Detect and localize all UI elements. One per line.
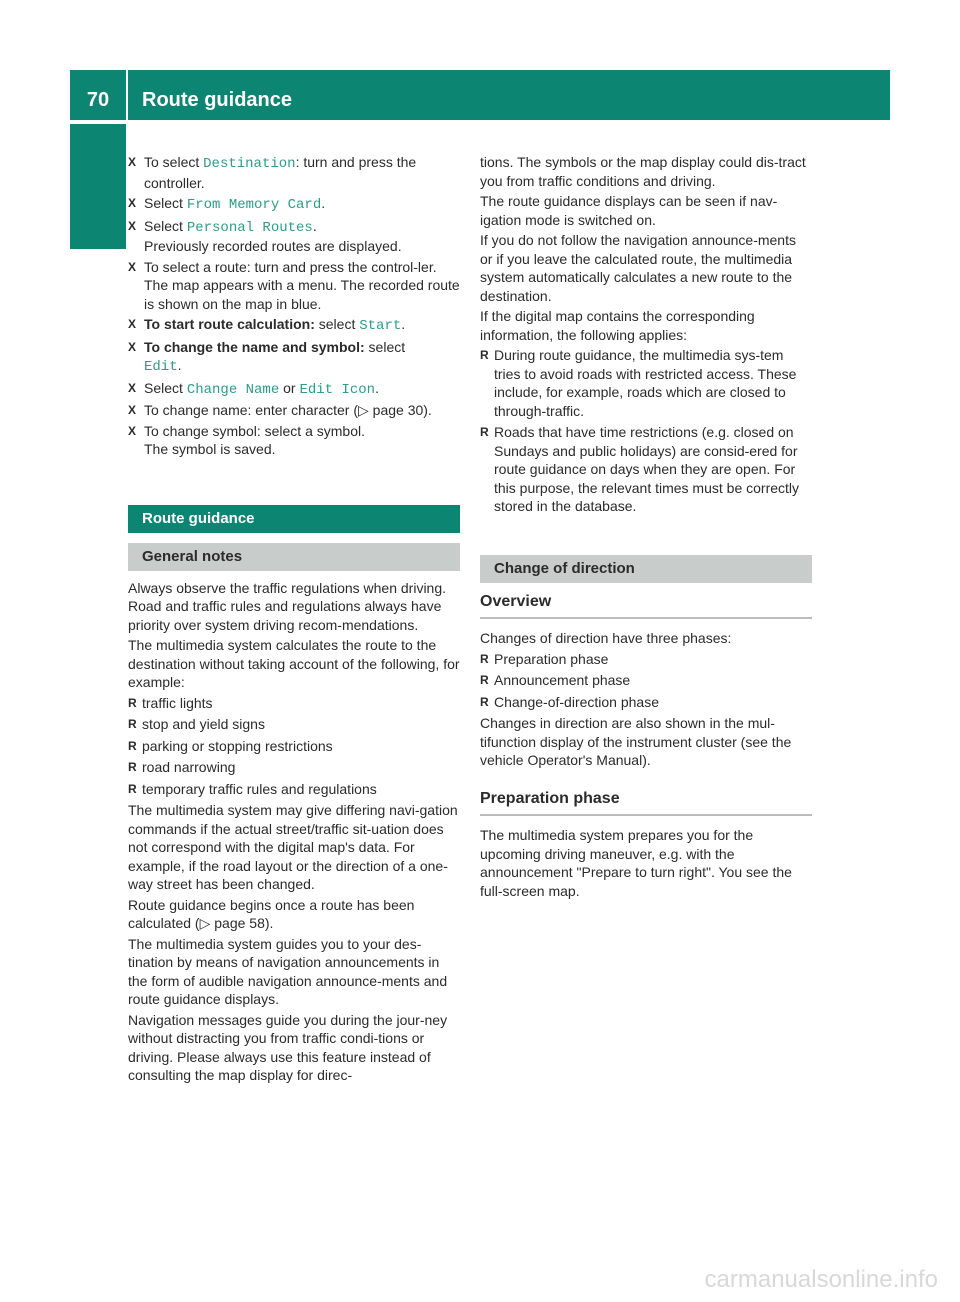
paragraph: Changes in direction are also shown in the mul-tifunction display of the instrument cluster (see the vehicle Operator's Manual). bbox=[480, 715, 792, 768]
menu-item-code: Change Name bbox=[186, 381, 280, 398]
step: X Select From Memory Card. bbox=[128, 195, 326, 213]
step-arrow-icon: X bbox=[128, 403, 137, 417]
header-divider bbox=[126, 70, 128, 120]
menu-item-code: Edit Icon bbox=[299, 381, 376, 398]
list-item: R traffic lights bbox=[128, 694, 213, 711]
step-note: The map appears with a menu. The recorded route is shown on the map in blue. bbox=[144, 277, 460, 312]
bullet-icon: R bbox=[128, 695, 137, 710]
bullet-icon: R bbox=[128, 738, 137, 753]
step: X To change symbol: select a symbol. The symbol is saved. bbox=[128, 422, 460, 459]
bullet-icon: R bbox=[128, 717, 137, 731]
step-note: The symbol is saved. bbox=[144, 441, 276, 457]
subsection-title: General notes bbox=[128, 543, 460, 571]
list-item: R parking or stopping restrictions bbox=[128, 737, 333, 754]
step: X To select Destination: turn and press the controller. bbox=[128, 154, 417, 191]
paragraph: tions. The symbols or the map display could dis-tract you from traffic conditions and driving. bbox=[480, 154, 806, 189]
section-title: Route guidance bbox=[128, 505, 460, 533]
page-number: 70 bbox=[86, 89, 110, 111]
step-arrow-icon: X bbox=[128, 380, 137, 395]
list-item: R Announcement phase bbox=[480, 672, 631, 688]
step: X To select a route: turn and press the control-ler. The map appears with a menu. The recorded route is shown on the map in blue. bbox=[128, 258, 460, 312]
paragraph: Changes of direction have three phases: bbox=[480, 630, 732, 646]
step-arrow-icon: X bbox=[128, 339, 137, 354]
list-item: R temporary traffic rules and regulations bbox=[128, 780, 377, 797]
bullet-icon: R bbox=[480, 651, 489, 666]
paragraph: The multimedia system guides you to your des-tination by means of navigation announcements in the form of audible navigation announce-ments and route guidance displays. bbox=[128, 935, 448, 1007]
right-column bbox=[480, 153, 812, 902]
menu-item-code: Edit bbox=[144, 359, 178, 375]
paragraph: Route guidance begins once a route has been calculated (▷ page 58). bbox=[128, 896, 415, 931]
paragraph: If you do not follow the navigation announce-ments or if you leave the calculated route, the multimedia system automatically calculates a new route to the destination. bbox=[480, 232, 796, 304]
paragraph: The route guidance displays can be seen if nav-igation mode is switched on. bbox=[480, 193, 778, 228]
list-item: R stop and yield signs bbox=[128, 716, 265, 732]
list-item: R road narrowing bbox=[128, 759, 236, 775]
step-arrow-icon: X bbox=[128, 155, 137, 169]
step: X To start route calculation: select Start. bbox=[128, 316, 406, 334]
subsection-title: Overview bbox=[480, 593, 812, 620]
step: X Select Change Name or Edit Icon. bbox=[128, 379, 379, 398]
step: X To change name: enter character (▷ page 30). bbox=[128, 402, 432, 418]
sidebar-tab bbox=[70, 124, 126, 249]
left-column bbox=[128, 153, 460, 1087]
section-title: Change of direction bbox=[480, 555, 812, 583]
menu-item-code: Personal Routes bbox=[186, 219, 313, 236]
sidebar-label: Navigation bbox=[85, 383, 110, 497]
bullet-icon: R bbox=[128, 781, 137, 796]
step-arrow-icon: X bbox=[128, 317, 137, 331]
step-arrow-icon: X bbox=[128, 259, 137, 274]
page-title: Route guidance bbox=[142, 89, 293, 111]
bullet-icon: R bbox=[480, 673, 489, 687]
watermark: carmanualsonline.info bbox=[704, 1266, 938, 1293]
subsection-title: Preparation phase bbox=[480, 790, 812, 817]
step-arrow-icon: X bbox=[128, 218, 137, 233]
bullet-icon: R bbox=[480, 694, 489, 709]
list-item: R Preparation phase bbox=[480, 650, 609, 667]
paragraph: The multimedia system calculates the route to the destination without taking account of the following, for example: bbox=[128, 637, 460, 690]
bullet-icon: R bbox=[480, 348, 489, 362]
paragraph: Navigation messages guide you during the jour-ney without distracting you from traffic condi-tions or driving. Please always use this feature instead of consulting the map display for direc- bbox=[128, 1011, 448, 1083]
bullet-icon: R bbox=[128, 760, 137, 774]
paragraph: The multimedia system prepares you for the upcoming driving maneuver, e.g. with the announcement "Prepare to turn right". You see the full-screen map. bbox=[480, 827, 792, 899]
step-note: Previously recorded routes are displayed. bbox=[144, 238, 402, 254]
paragraph: The multimedia system may give differing navi-gation commands if the actual street/traffic sit-uation does not correspond with the digital map's data. For example, if the road layout or the direction of a one-way street has been changed. bbox=[128, 802, 458, 892]
list-item: R Roads that have time restrictions (e.g. closed on Sundays and public holidays) are consid-ered for route guidance on days when they are open. For this purpose, the relevant times must be correctly stored in the database. bbox=[480, 424, 800, 514]
paragraph: Always observe the traffic regulations when driving. Road and traffic rules and regulations always have priority over system driving recom-mendations. bbox=[128, 579, 447, 633]
step: X Select Personal Routes. Previously recorded routes are displayed. bbox=[128, 217, 460, 256]
paragraph: If the digital map contains the corresponding information, the following applies: bbox=[480, 308, 755, 343]
menu-item-code: From Memory Card bbox=[186, 197, 322, 213]
list-item: R During route guidance, the multimedia sys-tem tries to avoid roads with restricted access. These include, for example, roads which are closed to through-traffic. bbox=[480, 347, 797, 419]
list-item: R Change-of-direction phase bbox=[480, 693, 659, 710]
bullet-icon: R bbox=[480, 425, 489, 439]
menu-item-code: Start bbox=[359, 318, 402, 334]
step: X To change the name and symbol: select Edit. bbox=[128, 338, 406, 375]
step-arrow-icon: X bbox=[128, 196, 137, 210]
step-arrow-icon: X bbox=[128, 423, 137, 438]
menu-item-code: Destination bbox=[203, 156, 296, 172]
